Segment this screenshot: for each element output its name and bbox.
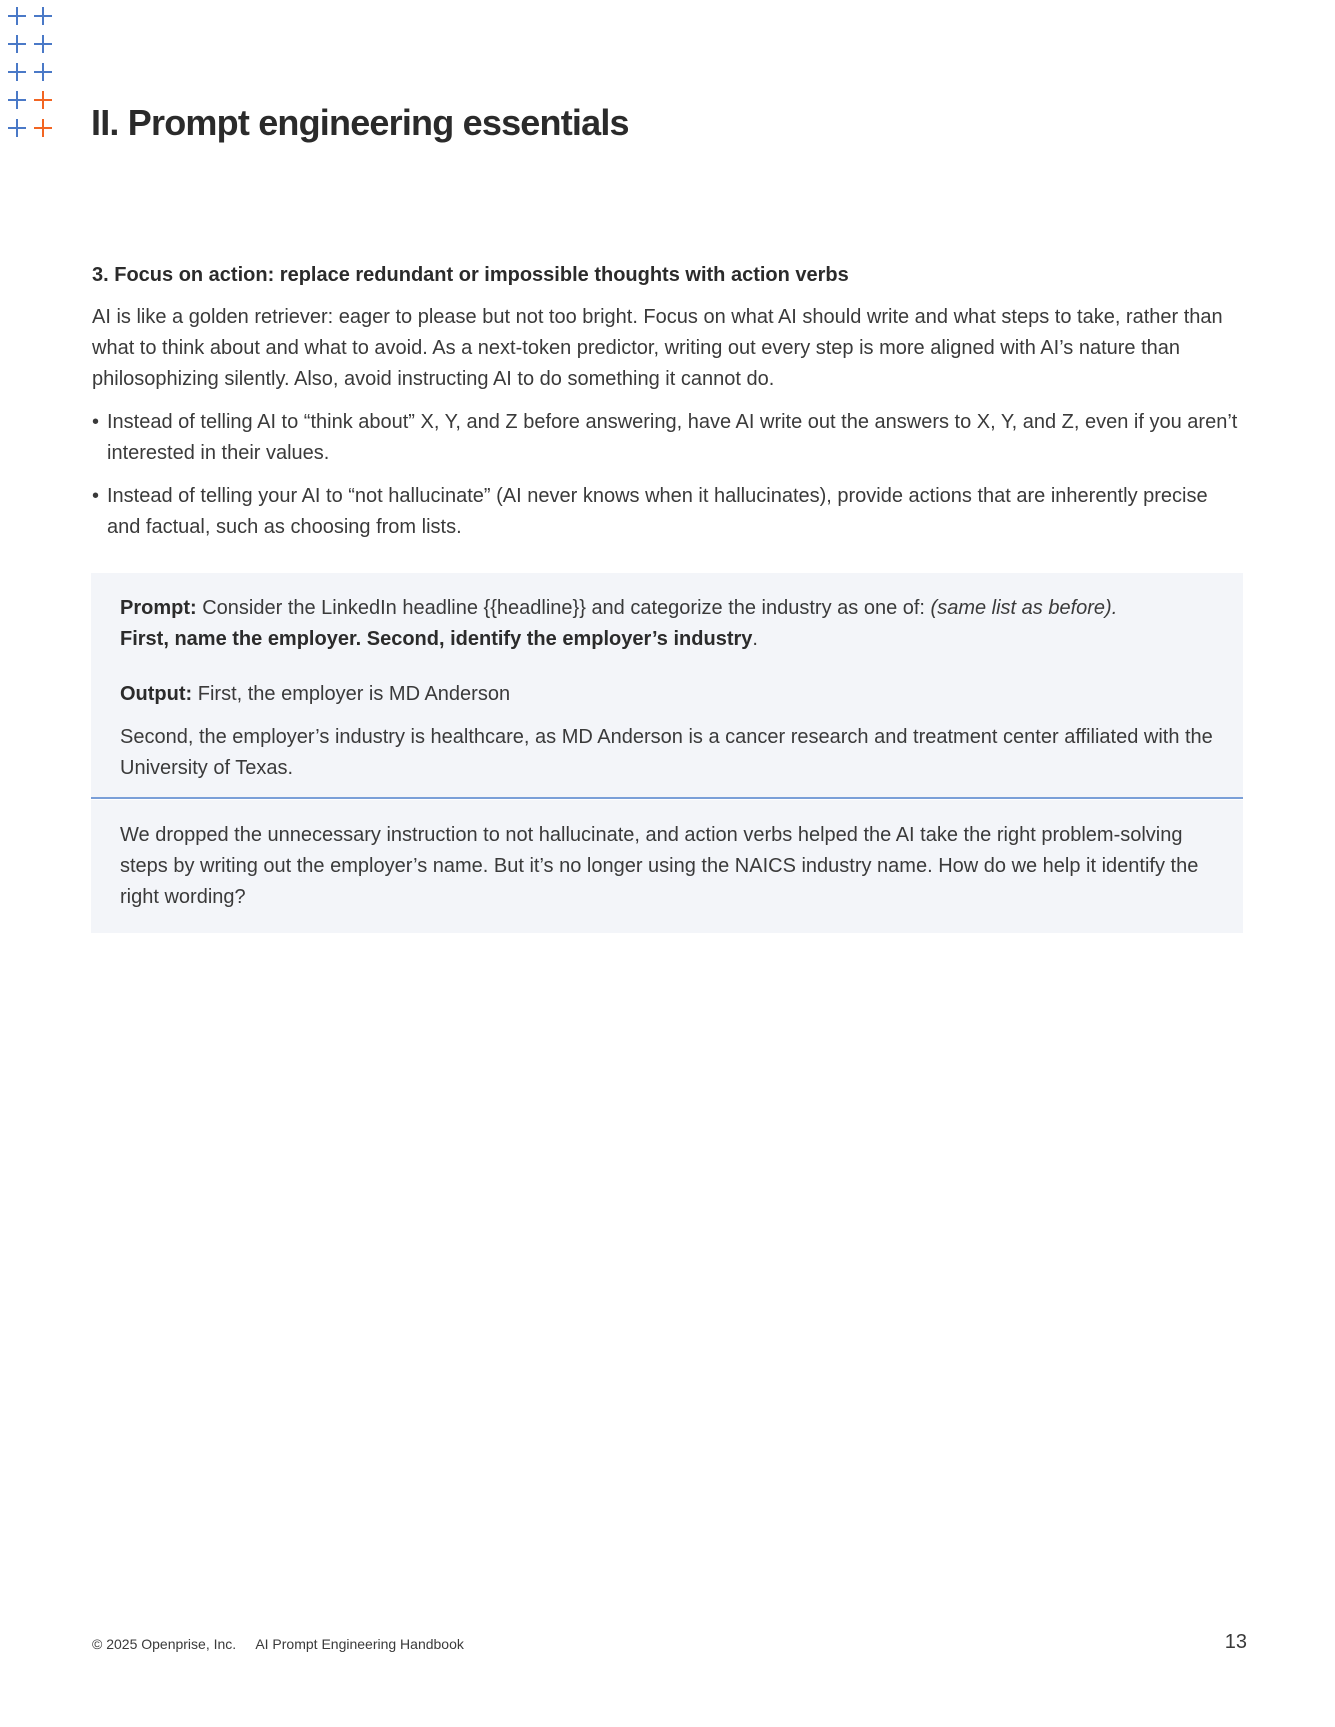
plus-icon: [6, 33, 28, 55]
commentary-box: [91, 800, 1243, 933]
prompt-label: Prompt:: [120, 597, 197, 619]
plus-icon: [32, 5, 54, 27]
example-box: [91, 573, 1243, 798]
prompt-paragraph: [120, 593, 1215, 655]
box-divider: [91, 797, 1243, 799]
bullet-text: Instead of telling your AI to “not hallucinate” (AI never knows when it hallucinates), provide actions that are inherently precise and factual, such as choosing from lists.: [107, 485, 1208, 538]
prompt-bold: First, name the employer. Second, identify the employer’s industry: [120, 628, 753, 650]
output-line-2: Second, the employer’s industry is healthcare, as MD Anderson is a cancer research and treatment center affiliated with the University of Texas.: [120, 726, 1213, 779]
output-label: Output:: [120, 683, 193, 705]
plus-icon: [32, 33, 54, 55]
plus-icon: [32, 117, 54, 139]
list-item: [92, 407, 1240, 469]
output-text: First, the employer is MD Anderson: [192, 683, 511, 705]
prompt-text: Consider the LinkedIn headline {{headline}} and categorize the industry as one of:: [196, 597, 931, 619]
footer-copyright: © 2025 Openprise, Inc.: [92, 1636, 237, 1652]
section-heading: 3. Focus on action: replace redundant or impossible thoughts with action verbs: [92, 264, 849, 286]
prompt-italic: (same list as before).: [930, 597, 1118, 619]
page-title: II. Prompt engineering essentials: [91, 102, 629, 143]
bullet-list: [92, 407, 1240, 543]
plus-icon: [32, 61, 54, 83]
plus-icon: [6, 61, 28, 83]
decorative-plus-grid: [6, 2, 56, 142]
footer: [92, 1636, 480, 1652]
section-focus-on-action: [92, 262, 1240, 555]
intro-paragraph: AI is like a golden retriever: eager to please but not too bright. Focus on what AI should write and what steps to take, rather than what to think about and what to avoid. As a next-token predictor, writing out every step is more aligned with AI’s nature than philosophizing silently. Also, avoid instructing AI to do something it cannot do.: [92, 306, 1223, 390]
bullet-icon: •: [92, 411, 100, 433]
plus-icon: [32, 89, 54, 111]
plus-icon: [6, 117, 28, 139]
bullet-icon: •: [92, 485, 100, 507]
commentary-text: We dropped the unnecessary instruction to not hallucinate, and action verbs helped the AI take the right problem-solving steps by writing out the employer’s name. But it’s no longer using the NAICS industry name. How do we help it identify the right wording?: [120, 824, 1199, 908]
page-number: 13: [1224, 1631, 1247, 1653]
output-line-1: [120, 679, 1215, 710]
plus-icon: [6, 5, 28, 27]
bullet-text: Instead of telling AI to “think about” X, Y, and Z before answering, have AI write out the answers to X, Y, and Z, even if you aren’t interested in their values.: [107, 411, 1238, 464]
plus-icon: [6, 89, 28, 111]
prompt-end: .: [752, 628, 758, 650]
list-item: [92, 481, 1240, 543]
footer-doc-title: AI Prompt Engineering Handbook: [255, 1636, 464, 1652]
